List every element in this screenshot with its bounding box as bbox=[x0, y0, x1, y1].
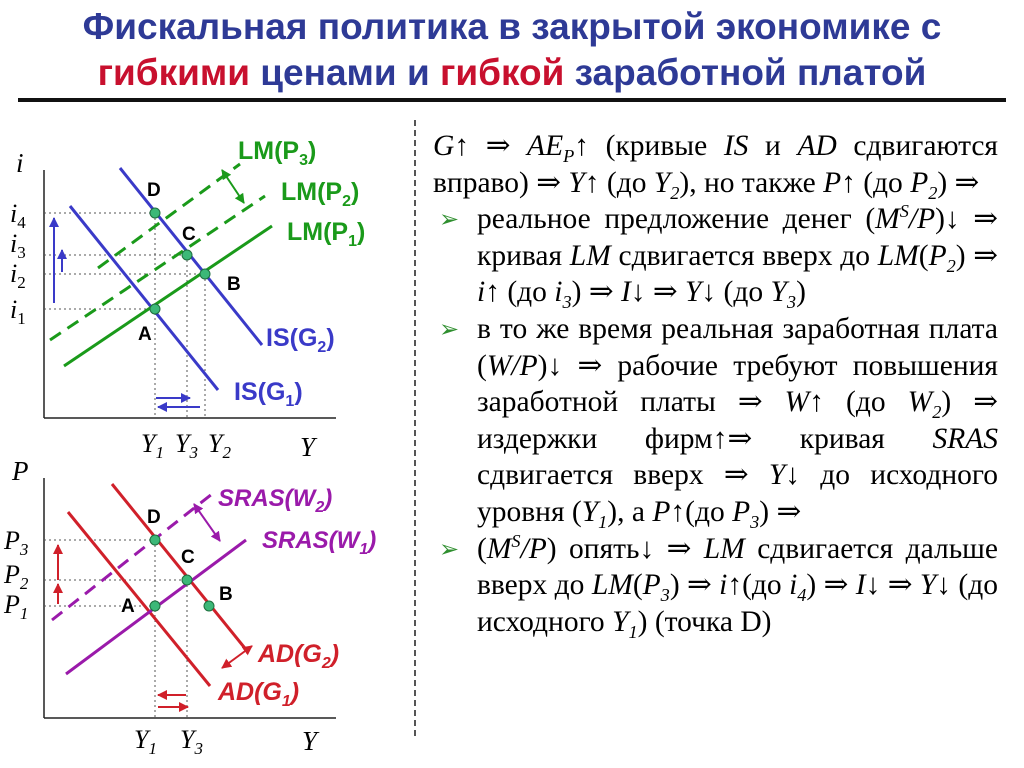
title-line-1: Фискальная политика в закрытой экономике с bbox=[82, 6, 942, 47]
is-lm-chart bbox=[10, 137, 365, 462]
point-d-bottom bbox=[150, 535, 160, 545]
bottom-guide-lines bbox=[44, 540, 187, 718]
point-b-label-bottom: B bbox=[219, 584, 233, 605]
bullet-money-supply: ➢ реальное предложение денег $(M^S/P)↓$ ⇒ кривая LM сдвигается вверх до $LM(P_2)$ ⇒ i↑ (до $i_3$) ⇒ I↓ ⇒ Y↓ (до $Y_3$) bbox=[439, 201, 998, 313]
explanation-text bbox=[433, 128, 998, 640]
diagrams bbox=[0, 0, 414, 768]
tick-top-y3: $Y_3$ bbox=[175, 429, 198, 462]
bullet-arrow-icon: ➢ bbox=[439, 314, 460, 343]
tick-bottom-y3: $Y_3$ bbox=[180, 725, 203, 758]
point-a-bottom bbox=[150, 601, 160, 611]
point-b-label-top: B bbox=[227, 274, 241, 295]
tick-top-y1: $Y_1$ bbox=[141, 429, 164, 462]
tick-bottom-y1: $Y_1$ bbox=[134, 725, 157, 758]
tick-top-y2: $Y_2$ bbox=[208, 429, 231, 462]
tick-p2: $P_2$ bbox=[4, 560, 29, 593]
panel-divider bbox=[414, 120, 416, 736]
point-c-label-top: C bbox=[182, 224, 196, 245]
tick-p1: $P_1$ bbox=[4, 590, 29, 623]
label-lm-p1: $LM(P_1)$ bbox=[287, 218, 366, 250]
title-word-flexible-wage: гибкой bbox=[439, 52, 565, 93]
label-sras-w2: $SRAS(W_2)$ bbox=[218, 485, 333, 516]
intro-paragraph: G↑ ⇒ $AE_P↑$ (кривые IS и AD сдвигаются вправо) ⇒ Y↑ (до $Y_2$), но также P↑ (до $P_2$) ⇒ bbox=[433, 130, 999, 203]
lm-shift-arrow bbox=[222, 170, 244, 203]
lm-p1-curve bbox=[64, 226, 272, 366]
tick-i3: $i_3$ bbox=[10, 229, 26, 262]
bullet-lm-further: ➢ $(M^S/P)$ опять↓ ⇒ LM сдвигается дальше вверх до $LM(P_3)$ ⇒ i↑(до $i_4$) ⇒ I↓ ⇒ Y↓ (до исходного $Y_1$) (точка D) bbox=[439, 530, 998, 642]
point-c-bottom bbox=[182, 575, 192, 585]
point-c-top bbox=[182, 250, 192, 260]
title-word-flexible-prices: гибкими bbox=[97, 52, 251, 93]
ad-shift-arrow bbox=[222, 646, 252, 668]
point-c-label-bottom: C bbox=[181, 547, 195, 568]
point-d-label-top: D bbox=[147, 180, 161, 201]
ad-g1-curve bbox=[68, 512, 210, 686]
label-is-g1: $IS(G_1)$ bbox=[234, 378, 303, 410]
label-sras-w1: $SRAS(W_1)$ bbox=[262, 527, 377, 558]
tick-i1: $i_1$ bbox=[10, 295, 26, 328]
point-a-label-top: A bbox=[138, 324, 152, 345]
bottom-y-axis-label: P bbox=[12, 456, 29, 486]
label-lm-p3: $LM(P_3)$ bbox=[238, 137, 317, 169]
point-b-top bbox=[200, 269, 210, 279]
top-x-axis-label: Y bbox=[300, 432, 316, 462]
title-text-mid: ценами и bbox=[250, 52, 440, 93]
bullet-real-wage: ➢ в то же время реальная заработная плата (W/P)↓ ⇒ рабочие требуют повышения заработной платы ⇒ W↑ (до $W_2$) ⇒ издержки фирм↑⇒ кривая SRAS сдвигается вверх ⇒ Y↓ до исходного уровня $(Y_1)$, а P↑(до $P_3$) ⇒ bbox=[439, 312, 998, 532]
tick-i2: $i_2$ bbox=[10, 259, 26, 292]
bullet-arrow-icon: ➢ bbox=[439, 205, 460, 234]
lm-p3-curve bbox=[98, 164, 240, 268]
tick-i4: $i_4$ bbox=[10, 199, 26, 232]
is-g1-curve bbox=[70, 206, 218, 390]
title-text-end: заработной платой bbox=[564, 52, 927, 93]
point-a-label-bottom: A bbox=[121, 596, 135, 617]
bullet-arrow-icon: ➢ bbox=[439, 534, 460, 563]
label-ad-g2: $AD(G_2)$ bbox=[258, 640, 340, 672]
label-ad-g1: $AD(G_1)$ bbox=[218, 678, 300, 710]
label-lm-p2: $LM(P_2)$ bbox=[281, 178, 360, 210]
sras-shift-arrow bbox=[194, 504, 220, 541]
point-b-bottom bbox=[204, 601, 214, 611]
tick-p3: $P_3$ bbox=[4, 526, 29, 559]
point-a-top bbox=[150, 304, 160, 314]
bottom-x-axis-label: Y bbox=[302, 726, 318, 756]
ad-sras-chart bbox=[3, 456, 376, 758]
top-y-axis-label: i bbox=[16, 148, 24, 178]
point-d-label-bottom: D bbox=[147, 507, 161, 528]
label-is-g2: $IS(G_2)$ bbox=[266, 324, 335, 356]
point-d-top bbox=[150, 208, 160, 218]
